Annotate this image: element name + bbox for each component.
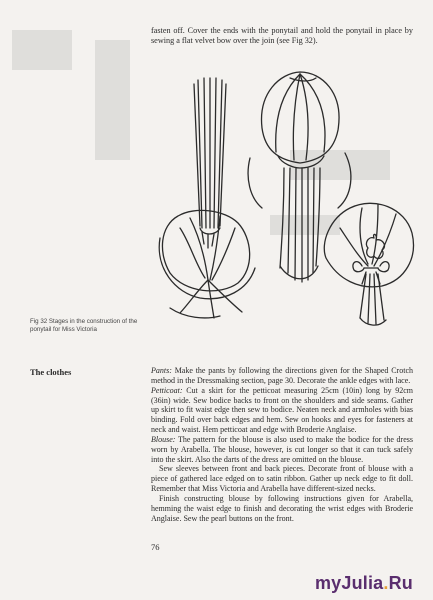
page-number: 76	[151, 542, 160, 552]
paragraph-text: The pattern for the blouse is also used to make the bodice for the dress worn by Arabella. The blouse, however, is cut longer so that it can tuck safely into the skirt. Also the darts of the dress are omitted on the blouse.	[151, 434, 413, 464]
watermark-part2: Julia	[341, 573, 384, 593]
paragraph-petticoat	[151, 386, 413, 435]
watermark-part1: my	[314, 573, 342, 593]
paragraph-label: Pants:	[151, 366, 172, 375]
paragraph-pants	[151, 366, 413, 386]
paragraph-label: Petticoat:	[151, 385, 183, 395]
watermark-logo	[315, 573, 413, 594]
paragraph-text: Cut a skirt for the petticoat measuring 25cm (10in) long by 92cm (36in) wide. Sew bodice backs to front on the shoulders and side seams. Gather up skirt to fit waist edge then sew to bodice. Neaten neck and armholes with bias binding. Fold over back edges and hem. Sew on hooks and eyes for fasteners at neck and waist. Hem petticoat and edge with Broderie Anglaise.	[151, 385, 413, 435]
top-paragraph: fasten off. Cover the ends with the ponytail and hold the ponytail in place by sewing a flat velvet bow over the join (see Fig 32).	[151, 26, 413, 46]
body-text	[151, 366, 413, 524]
figure-stage-1	[159, 78, 255, 318]
paragraph-text: Make the pants by following the directions given for the Shaped Crotch method in the Dressmaking section, page 30. Decorate the ankle edges with lace.	[151, 366, 413, 385]
ponytail-figure	[150, 68, 420, 330]
figure-stage-3	[324, 203, 413, 325]
section-heading: The clothes	[30, 367, 72, 377]
watermark-part3: Ru	[388, 573, 413, 593]
paragraph-label: Blouse:	[151, 434, 176, 444]
watermark-dot: .	[383, 573, 389, 593]
paragraph-sleeves: Sew sleeves between front and back pieces. Decorate front of blouse with a piece of gathered lace edged on to satin ribbon. Gather up neck edge to fit doll. Remember that Miss Victoria and Arabella have different-sized necks.	[151, 464, 413, 494]
paragraph-blouse	[151, 435, 413, 465]
paragraph-finish: Finish constructing blouse by following instructions given for Arabella, hemming the waist edge to finish and decorating the wrist edges with Broderie Anglaise. Sew the pearl buttons on the front.	[151, 493, 413, 523]
figure-stage-2	[248, 72, 351, 282]
figure-caption: Fig 32 Stages in the construction of the ponytail for Miss Victoria	[30, 318, 138, 333]
